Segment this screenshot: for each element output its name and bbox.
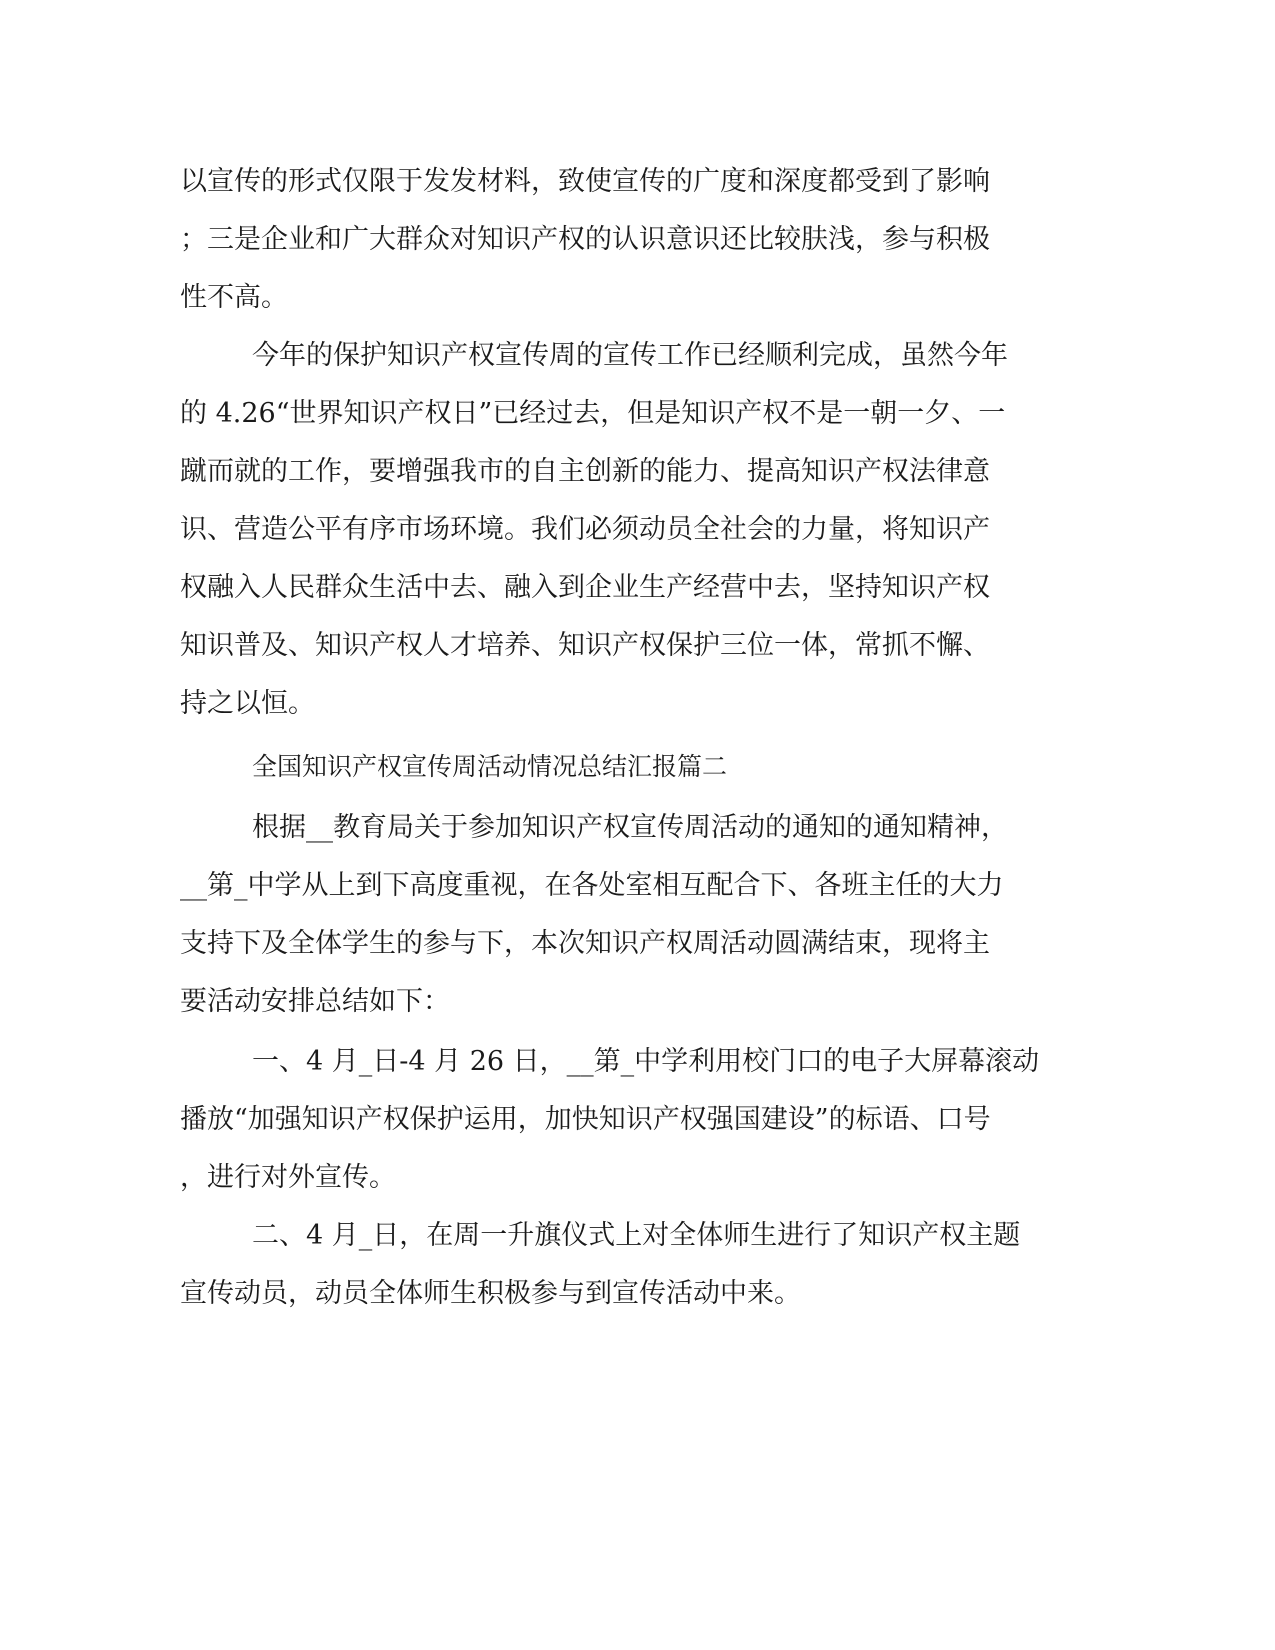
text-line: 要活动安排总结如下： <box>180 986 450 1017</box>
text-line: 播放“加强知识产权保护运用，加快知识产权强国建设”的标语、口号 <box>180 1104 991 1135</box>
text-line: 识、营造公平有序市场环境。我们必须动员全社会的力量，将知识产 <box>180 514 990 545</box>
text-line: 以宣传的形式仅限于发发材料，致使宣传的广度和深度都受到了影响 <box>180 166 990 197</box>
text-line: 今年的保护知识产权宣传周的宣传工作已经顺利完成，虽然今年 <box>252 340 1008 371</box>
text-line: 的 4.26“世界知识产权日”已经过去，但是知识产权不是一朝一夕、一 <box>180 398 1006 429</box>
text-line: 二、4 月_日，在周一升旗仪式上对全体师生进行了知识产权主题 <box>252 1220 1021 1251</box>
text-line: 根据__教育局关于参加知识产权宣传周活动的通知的通知精神， <box>252 812 1008 843</box>
section-heading: 全国知识产权宣传周活动情况总结汇报篇二 <box>252 752 728 781</box>
text-line: ；三是企业和广大群众对知识产权的认识意识还比较肤浅，参与积极 <box>180 224 990 255</box>
text-line: 一、4 月_日-4 月 26 日，__第_中学利用校门口的电子大屏幕滚动 <box>252 1046 1040 1077</box>
text-line: __第_中学从上到下高度重视，在各处室相互配合下、各班主任的大力 <box>180 870 1004 901</box>
text-line: 支持下及全体学生的参与下，本次知识产权周活动圆满结束，现将主 <box>180 928 990 959</box>
text-line: 蹴而就的工作，要增强我市的自主创新的能力、提高知识产权法律意 <box>180 456 990 487</box>
text-line: ，进行对外宣传。 <box>180 1162 396 1193</box>
text-line: 知识普及、知识产权人才培养、知识产权保护三位一体，常抓不懈、 <box>180 630 990 661</box>
text-line: 持之以恒。 <box>180 688 315 719</box>
text-line: 权融入人民群众生活中去、融入到企业生产经营中去，坚持知识产权 <box>180 572 990 603</box>
text-line: 宣传动员，动员全体师生积极参与到宣传活动中来。 <box>180 1278 801 1309</box>
text-line: 性不高。 <box>180 282 288 313</box>
